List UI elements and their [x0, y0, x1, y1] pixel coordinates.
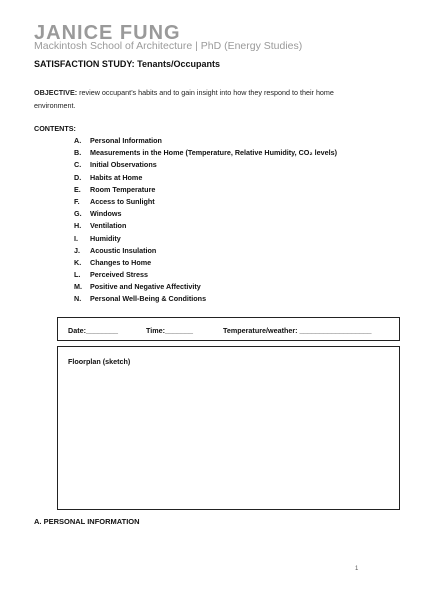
contents-item: [74, 258, 337, 270]
contents-item-label: Acoustic Insulation: [90, 245, 157, 255]
contents-item-letter: K.: [74, 257, 82, 267]
contents-item: [74, 148, 337, 160]
contents-item: [74, 185, 337, 197]
contents-item-label: Perceived Stress: [90, 270, 148, 280]
contents-item: [74, 221, 337, 233]
contents-item-letter: J.: [74, 245, 80, 255]
contents-item: [74, 282, 337, 294]
contents-item-label: Measurements in the Home (Temperature, Relative Humidity, CO₂ levels): [90, 148, 337, 158]
contents-list: [74, 136, 337, 307]
section-a-heading: A. PERSONAL INFORMATION: [34, 517, 140, 526]
contents-item: [74, 246, 337, 258]
contents-item-label: Personal Well-Being & Conditions: [90, 294, 207, 304]
author-affiliation: Mackintosh School of Architecture | PhD (Energy Studies): [34, 40, 303, 52]
contents-item-label: Windows: [90, 209, 122, 219]
time-field[interactable]: Time:_______: [146, 326, 194, 335]
contents-item-letter: M.: [74, 282, 82, 292]
contents-item-label: Personal Information: [90, 136, 162, 145]
contents-item: [74, 209, 337, 221]
contents-heading: CONTENTS:: [34, 124, 76, 133]
temperature-weather-field[interactable]: Temperature/weather: __________________: [223, 326, 372, 335]
contents-item: [74, 160, 337, 172]
page-number: 1: [355, 566, 359, 572]
contents-item-letter: L.: [74, 270, 81, 280]
contents-item-letter: C.: [74, 160, 82, 170]
contents-item-letter: G.: [74, 209, 82, 219]
floorplan-label: Floorplan (sketch): [68, 357, 131, 366]
objective-text: review occupant’s habits and to gain insight into how they respond to their home environment.: [34, 88, 334, 110]
contents-item-letter: E.: [74, 184, 81, 194]
contents-item-letter: D.: [74, 172, 82, 182]
contents-item-label: Room Temperature: [90, 184, 156, 194]
contents-item-letter: F.: [74, 196, 80, 206]
contents-item-letter: N.: [74, 294, 82, 304]
contents-item-letter: I.: [74, 233, 78, 243]
contents-item-label: Positive and Negative Affectivity: [90, 282, 201, 292]
document-title: SATISFACTION STUDY: Tenants/Occupants: [34, 59, 221, 69]
contents-item-label: Habits at Home: [90, 172, 143, 182]
contents-item-letter: A.: [74, 136, 82, 145]
contents-item-label: Access to Sunlight: [90, 196, 155, 206]
contents-item: [74, 270, 337, 282]
objective-label: OBJECTIVE:: [34, 88, 78, 97]
session-info-box: [57, 317, 400, 341]
contents-item: [74, 136, 337, 148]
contents-item-label: Initial Observations: [90, 160, 157, 170]
contents-item: [74, 234, 337, 246]
contents-item-letter: H.: [74, 221, 82, 231]
contents-item-label: Changes to Home: [90, 257, 152, 267]
contents-item: [74, 294, 337, 306]
objective-paragraph: [34, 86, 364, 112]
date-field[interactable]: Date:________: [68, 326, 118, 335]
contents-item-label: Ventilation: [90, 221, 127, 231]
contents-item: [74, 173, 337, 185]
contents-item-label: Humidity: [90, 233, 121, 243]
contents-item-letter: B.: [74, 148, 82, 158]
contents-item: [74, 197, 337, 209]
author-name: JANICE FUNG: [34, 22, 181, 44]
floorplan-sketch-box[interactable]: [57, 346, 400, 510]
